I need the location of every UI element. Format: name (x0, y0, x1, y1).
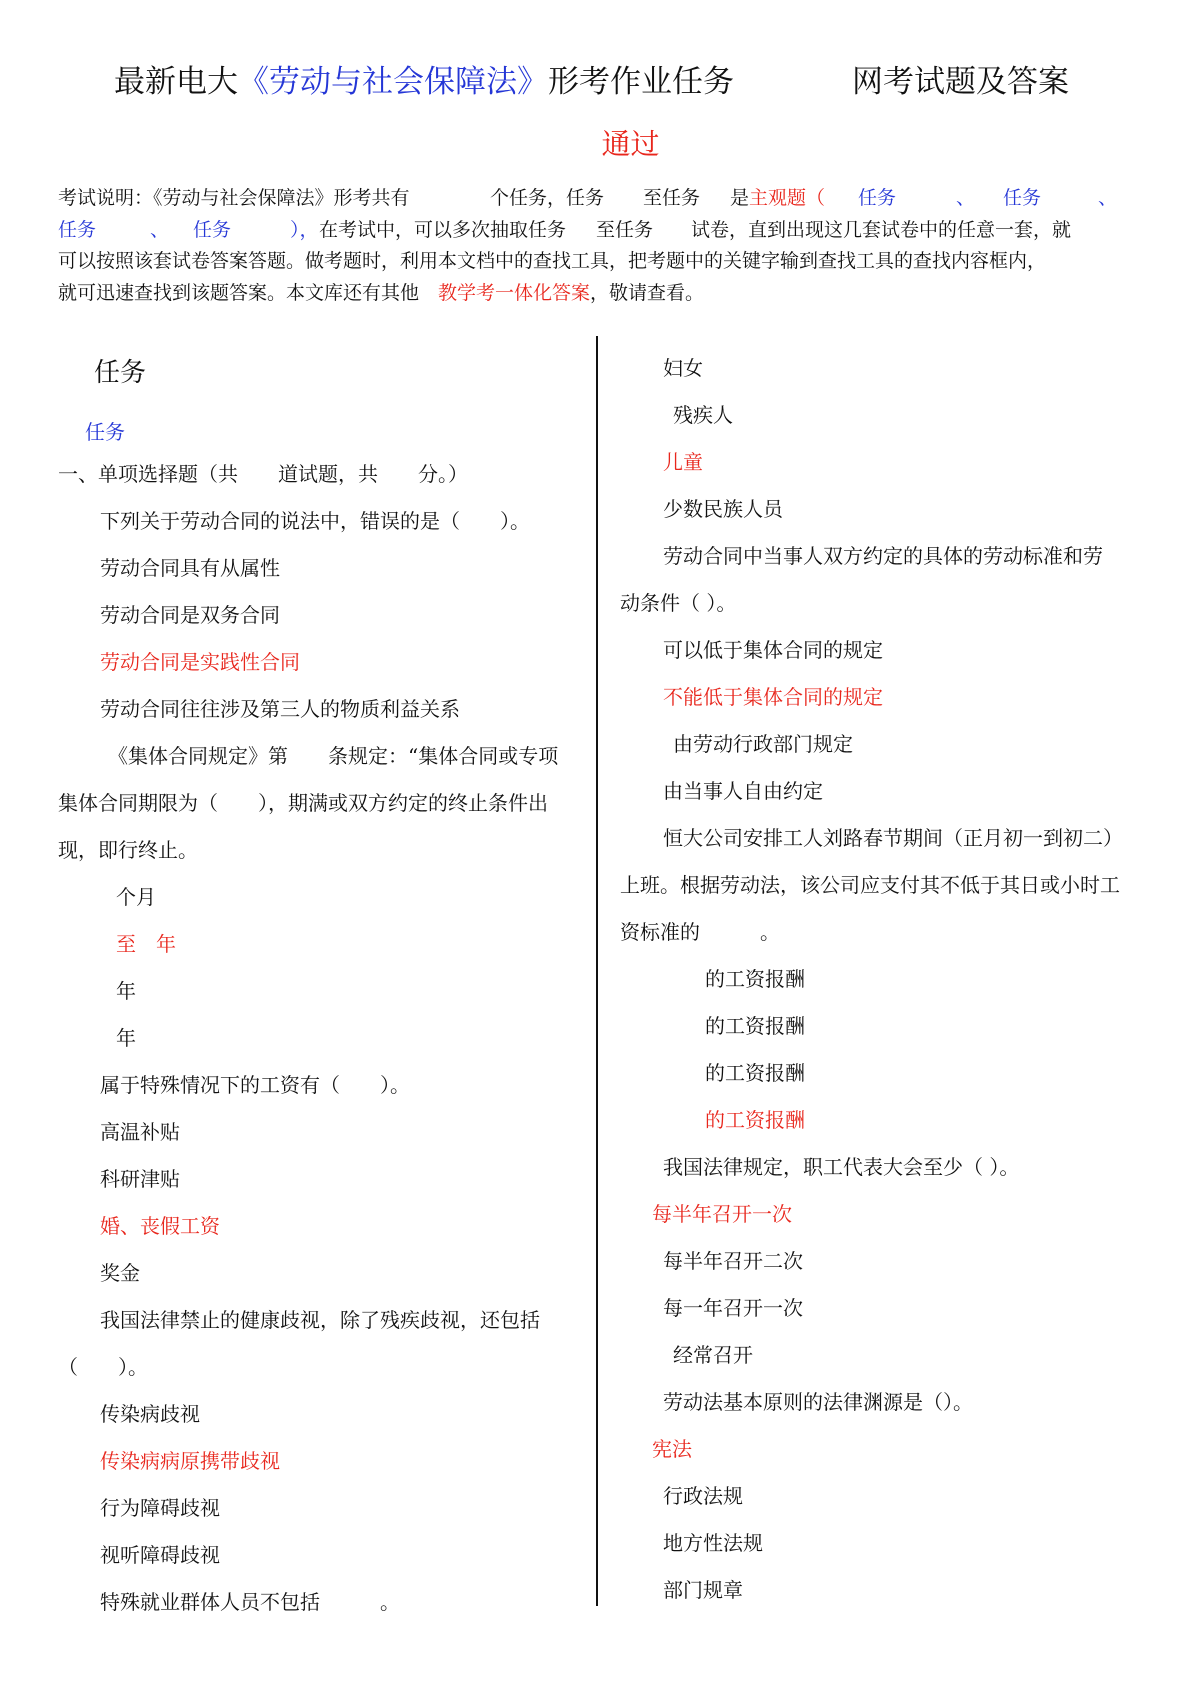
exam-instructions (58, 183, 1140, 309)
intro-line-1 (58, 183, 1140, 215)
right-line: 部门规章 (663, 1578, 743, 1602)
left-line: 我国法律禁止的健康歧视，除了残疾歧视，还包括 (100, 1308, 540, 1332)
right-line: 的工资报酬 (705, 967, 805, 991)
right-line: 资标准的 。 (620, 920, 780, 944)
left-line: 年 (116, 1026, 136, 1050)
title-right: 网考试题及答案 (852, 64, 1069, 100)
right-line: 劳动合同中当事人双方约定的具体的劳动标准和劳 (663, 544, 1103, 568)
intro-line-3 (58, 246, 1140, 278)
title-law-name: 《劳动与社会保障法》 (238, 64, 548, 100)
intro-text: 是 (730, 187, 750, 209)
left-line: 劳动合同是实践性合同 (100, 650, 300, 674)
right-line: 的工资报酬 (705, 1014, 805, 1038)
document-title (0, 56, 1191, 100)
intro-highlight: 主观题（ (749, 187, 826, 209)
intro-text: 至任务 (643, 187, 701, 209)
left-line: 婚、丧假工资 (100, 1214, 220, 1238)
right-line: 每半年召开二次 (663, 1249, 803, 1273)
left-line: 至 年 (116, 932, 176, 956)
left-line: 科研津贴 (100, 1167, 180, 1191)
left-line: 视听障碍歧视 (100, 1543, 220, 1567)
right-line: 我国法律规定，职工代表大会至少（ ）。 (663, 1155, 1020, 1179)
intro-task-ref: 、 (956, 187, 976, 209)
right-line: 每半年召开一次 (652, 1202, 792, 1226)
intro-line-2 (58, 215, 1140, 247)
left-line: 劳动合同是双务合同 (100, 603, 280, 627)
left-line: 劳动合同具有从属性 (100, 556, 280, 580)
right-line: 可以低于集体合同的规定 (663, 638, 883, 662)
left-line: 下列关于劳动合同的说法中，错误的是（ ）。 (100, 509, 530, 533)
intro-text: 可以按照该套试卷答案答题。做考题时，利用本文档中的查找工具，把考题中的关键字输到查找工具的查找内容框内， (58, 250, 1047, 272)
left-line: 特殊就业群体人员不包括 。 (100, 1590, 400, 1614)
left-line: 集体合同期限为（ ），期满或双方约定的终止条件出 (58, 791, 548, 815)
title-part2: 形考作业任务 (548, 64, 734, 100)
right-line: 经常召开 (673, 1343, 753, 1367)
intro-task-ref: ）， (290, 218, 319, 241)
right-line: 劳动法基本原则的法律渊源是（）。 (663, 1390, 973, 1414)
intro-task-ref: 、 (150, 218, 170, 241)
intro-task-ref: 任务 (1003, 187, 1042, 209)
right-line: 恒大公司安排工人刘路春节期间（正月初一到初二） (663, 826, 1123, 850)
title-left (114, 56, 734, 101)
title-part1: 最新电大 (114, 64, 238, 100)
left-line: 奖金 (100, 1261, 140, 1285)
right-line: 宪法 (652, 1437, 692, 1461)
right-line: 由当事人自由约定 (663, 779, 823, 803)
right-line: 由劳动行政部门规定 (673, 732, 853, 756)
left-line: 一、单项选择题（共 道试题，共 分。） (58, 462, 468, 486)
left-line: 年 (116, 979, 136, 1003)
left-line: 任务 (85, 420, 125, 444)
left-line: 传染病歧视 (100, 1402, 200, 1426)
right-line: 儿童 (663, 450, 703, 474)
left-line: 《集体合同规定》第 条规定：“集体合同或专项 (108, 744, 559, 768)
intro-text: 个任务，任务 (490, 187, 605, 209)
left-line: 高温补贴 (100, 1120, 180, 1144)
intro-link-answers: 教学考一体化答案 (438, 281, 591, 304)
left-line: 传染病病原携带歧视 (100, 1449, 280, 1473)
left-line: 属于特殊情况下的工资有（ ）。 (100, 1073, 410, 1097)
intro-text: 至任务 (596, 218, 654, 241)
right-line: 行政法规 (663, 1484, 743, 1508)
left-line: （ ）。 (58, 1355, 148, 1379)
right-line: 的工资报酬 (705, 1108, 805, 1132)
intro-text: ，敬请查看。 (590, 281, 705, 304)
column-divider (596, 336, 598, 1606)
intro-text: 就可迅速查找到该题答案。本文库还有其他 (58, 281, 420, 304)
intro-task-ref: 、 (1098, 187, 1118, 209)
intro-text: 考试说明：《劳动与社会保障法》形考共有 (58, 187, 410, 209)
intro-task-ref: 任务 (58, 218, 97, 241)
left-line: 劳动合同往往涉及第三人的物质利益关系 (100, 697, 460, 721)
right-line: 动条件（ ）。 (620, 591, 737, 615)
right-line: 地方性法规 (663, 1531, 763, 1555)
document-subtitle: 通过 (601, 127, 660, 161)
intro-task-ref: 任务 (193, 218, 232, 241)
right-line: 上班。根据劳动法，该公司应支付其不低于其日或小时工 (620, 873, 1120, 897)
right-line: 的工资报酬 (705, 1061, 805, 1085)
right-line: 少数民族人员 (663, 497, 783, 521)
right-line: 每一年召开一次 (663, 1296, 803, 1320)
right-line: 不能低于集体合同的规定 (663, 685, 883, 709)
intro-task-ref: 任务 (858, 187, 897, 209)
left-line: 行为障碍歧视 (100, 1496, 220, 1520)
right-line: 妇女 (663, 356, 703, 380)
intro-text: 试卷，直到出现这几套试卷中的任意一套，就 (691, 218, 1072, 241)
intro-text: 在考试中，可以多次抽取任务 (319, 218, 567, 241)
left-line: 任务 (94, 358, 147, 388)
left-line: 个月 (116, 885, 156, 909)
right-line: 残疾人 (673, 403, 733, 427)
intro-line-4 (58, 278, 1140, 310)
left-line: 现，即行终止。 (58, 838, 198, 862)
